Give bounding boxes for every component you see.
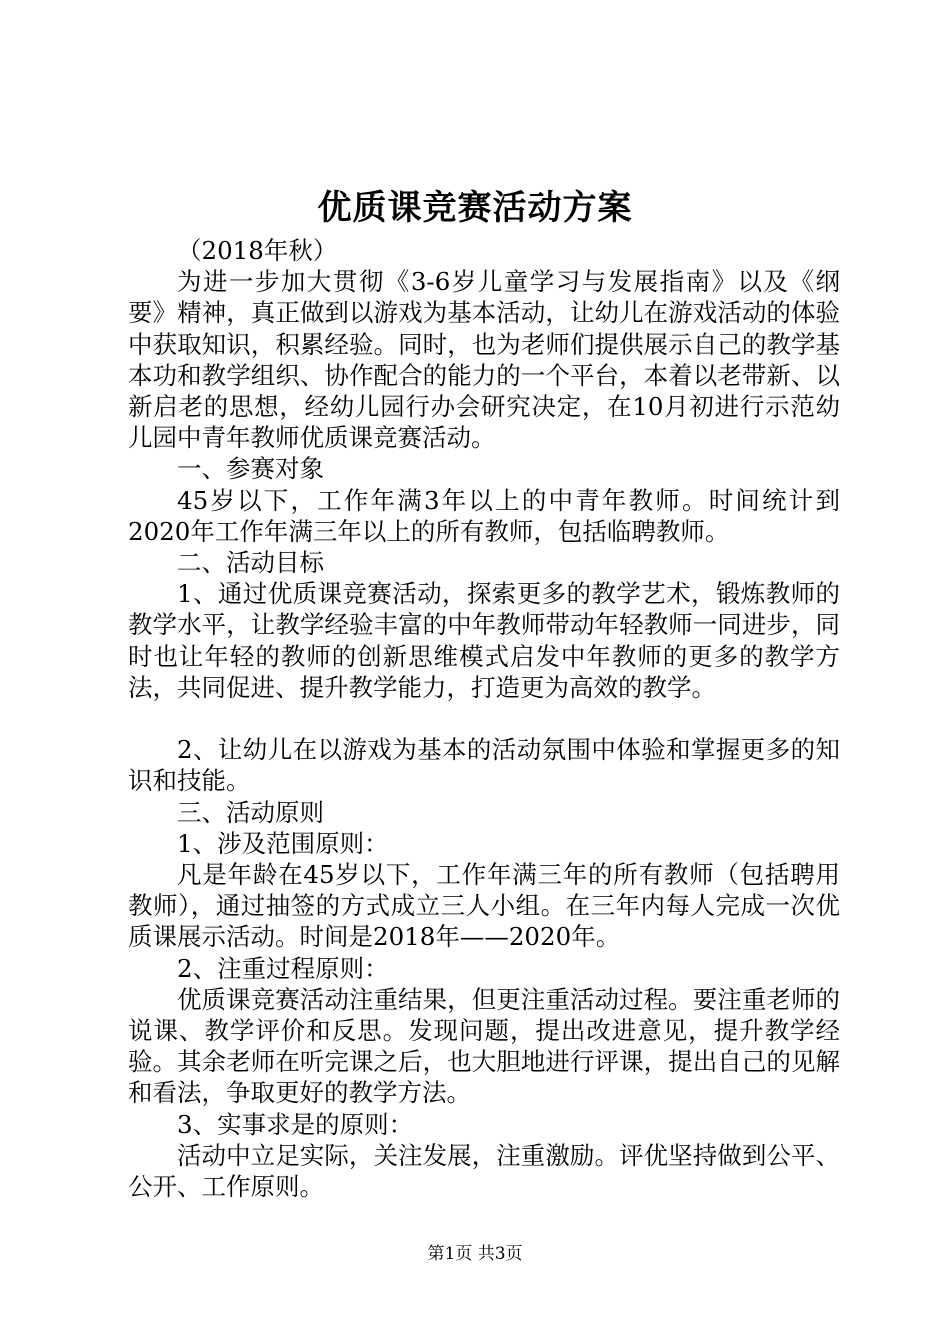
intro-paragraph: 为进一步加大贯彻《3-6岁儿童学习与发展指南》以及《纲要》精神，真正做到以游戏为基本活动，让幼儿在游戏活动的体验中获取知识，积累经验。同时，也为老师们提供展示自己的教学基本功和教学组织、协作配合的能力的一个平台，本着以老带新、以新启老的思想，经幼儿园行办会研究决定，在10月初进行示范幼儿园中青年教师优质课竞赛活动。 bbox=[128, 267, 840, 453]
section-heading-goals: 二、活动目标 bbox=[177, 548, 324, 578]
principle-2-paragraph: 优质课竞赛活动注重结果，但更注重活动过程。要注重老师的说课、教学评价和反思。发现问题，提出改进意见，提升教学经验。其余老师在听完课之后，也大胆地进行评课，提出自己的见解和看法，争取更好的教学方法。 bbox=[128, 984, 840, 1108]
goal-1-paragraph: 1、通过优质课竞赛活动，探索更多的教学艺术，锻炼教师的教学水平，让教学经验丰富的中年教师带动年轻教师一同进步，同时也让年轻的教师的创新思维模式启发中年教师的更多的教学方法，共同促进、提升教学能力，打造更为高效的教学。 bbox=[128, 579, 840, 702]
page-footer: 第1页 共3页 bbox=[427, 1244, 523, 1264]
blank-line bbox=[128, 703, 840, 734]
participants-paragraph: 45岁以下，工作年满3年以上的中青年教师。时间统计到2020年工作年满三年以上的所有教师，包括临聘教师。 bbox=[128, 485, 840, 546]
principle-3-paragraph: 活动中立足实际，关注发展，注重激励。评优坚持做到公平、公开、工作原则。 bbox=[128, 1140, 840, 1202]
document-title: 优质课竞赛活动方案 bbox=[317, 188, 633, 228]
principle-1-paragraph: 凡是年龄在45岁以下，工作年满三年的所有教师（包括聘用教师），通过抽签的方式成立三人小组。在三年内每人完成一次优质课展示活动。时间是2018年——2020年。 bbox=[128, 860, 840, 952]
date-line: （2018年秋） bbox=[177, 236, 338, 265]
document-body bbox=[128, 235, 840, 1202]
section-heading-participants: 一、参赛对象 bbox=[177, 454, 324, 484]
principle-2-heading: 2、注重过程原则： bbox=[177, 953, 389, 983]
goal-2-paragraph: 2、让幼儿在以游戏为基本的活动氛围中体验和掌握更多的知识和技能。 bbox=[128, 735, 840, 796]
principle-3-heading: 3、实事求是的原则： bbox=[177, 1109, 414, 1139]
section-heading-principles: 三、活动原则 bbox=[177, 797, 324, 827]
principle-1-heading: 1、涉及范围原则： bbox=[177, 828, 389, 858]
